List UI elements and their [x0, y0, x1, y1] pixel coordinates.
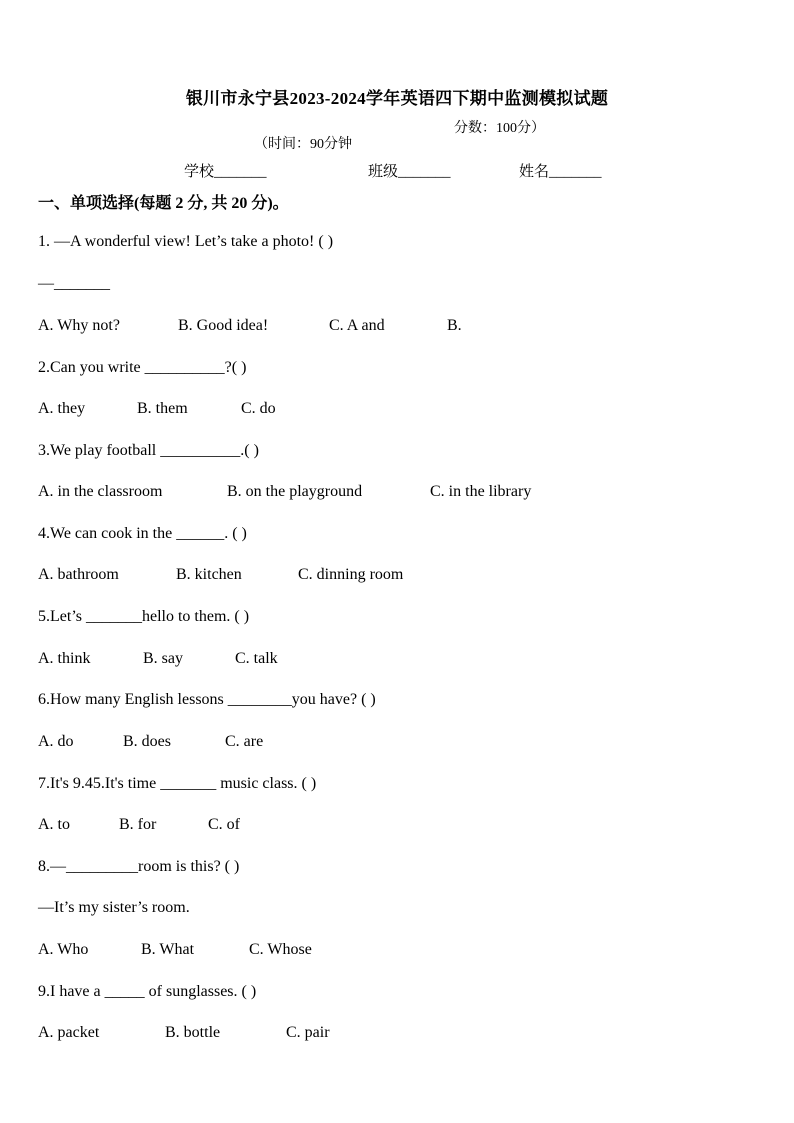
option-a: A. think [38, 650, 91, 667]
option-c: C. A and [329, 317, 385, 334]
option-d: B. [447, 317, 462, 334]
option-c: C. in the library [430, 483, 532, 500]
option-c: C. do [241, 400, 276, 417]
exam-title: 银川市永宁县2023-2024学年英语四下期中监测模拟试题 [185, 89, 609, 108]
option-a: A. in the classroom [38, 483, 163, 500]
option-b: B. Good idea! [178, 317, 269, 334]
option-c: C. Whose [249, 941, 312, 958]
option-a: A. Who [38, 941, 89, 958]
question-stem: 7.It's 9.45.It's time _______ music class. ( ) [38, 775, 317, 792]
option-a: A. do [38, 733, 74, 750]
exam-score: 分数：100分） [454, 121, 545, 136]
option-a: A. to [38, 816, 70, 833]
question-answer-line: —_______ [38, 275, 110, 292]
question-stem: 9.I have a _____ of sunglasses. ( ) [38, 983, 257, 1000]
question-stem: 5.Let’s _______hello to them. ( ) [38, 608, 250, 625]
option-c: C. pair [286, 1024, 330, 1041]
option-a: A. bathroom [38, 566, 119, 583]
exam-time: （时间：90分钟 [254, 137, 352, 152]
option-a: A. Why not? [38, 317, 120, 334]
question-answer-line: —It’s my sister’s room. [38, 899, 190, 916]
option-a: A. packet [38, 1024, 100, 1041]
option-b: B. kitchen [176, 566, 242, 583]
question-stem: 4.We can cook in the ______. ( ) [38, 525, 247, 542]
option-b: B. on the playground [227, 483, 363, 500]
option-b: B. What [141, 941, 195, 958]
option-b: B. bottle [165, 1024, 221, 1041]
option-b: B. does [123, 733, 171, 750]
option-c: C. are [225, 733, 264, 750]
question-stem: 3.We play football __________.( ) [38, 442, 259, 459]
class-field: 班级_______ [368, 164, 451, 180]
question-stem: 1. —A wonderful view! Let’s take a photo! ( ) [38, 233, 334, 250]
name-field: 姓名_______ [519, 164, 602, 180]
question-stem: 2.Can you write __________?( ) [38, 359, 247, 376]
option-b: B. them [137, 400, 188, 417]
option-b: B. say [143, 650, 183, 667]
question-stem: 6.How many English lessons ________you have? ( ) [38, 691, 376, 708]
option-c: C. talk [235, 650, 278, 667]
option-c: C. dinning room [298, 566, 404, 583]
option-a: A. they [38, 400, 86, 417]
option-b: B. for [119, 816, 157, 833]
student-info-row [0, 160, 794, 180]
school-field: 学校_______ [184, 164, 267, 180]
section-heading: 一、单项选择(每题 2 分, 共 20 分)。 [38, 195, 289, 212]
question-stem: 8.—_________room is this? ( ) [38, 858, 240, 875]
option-c: C. of [208, 816, 240, 833]
